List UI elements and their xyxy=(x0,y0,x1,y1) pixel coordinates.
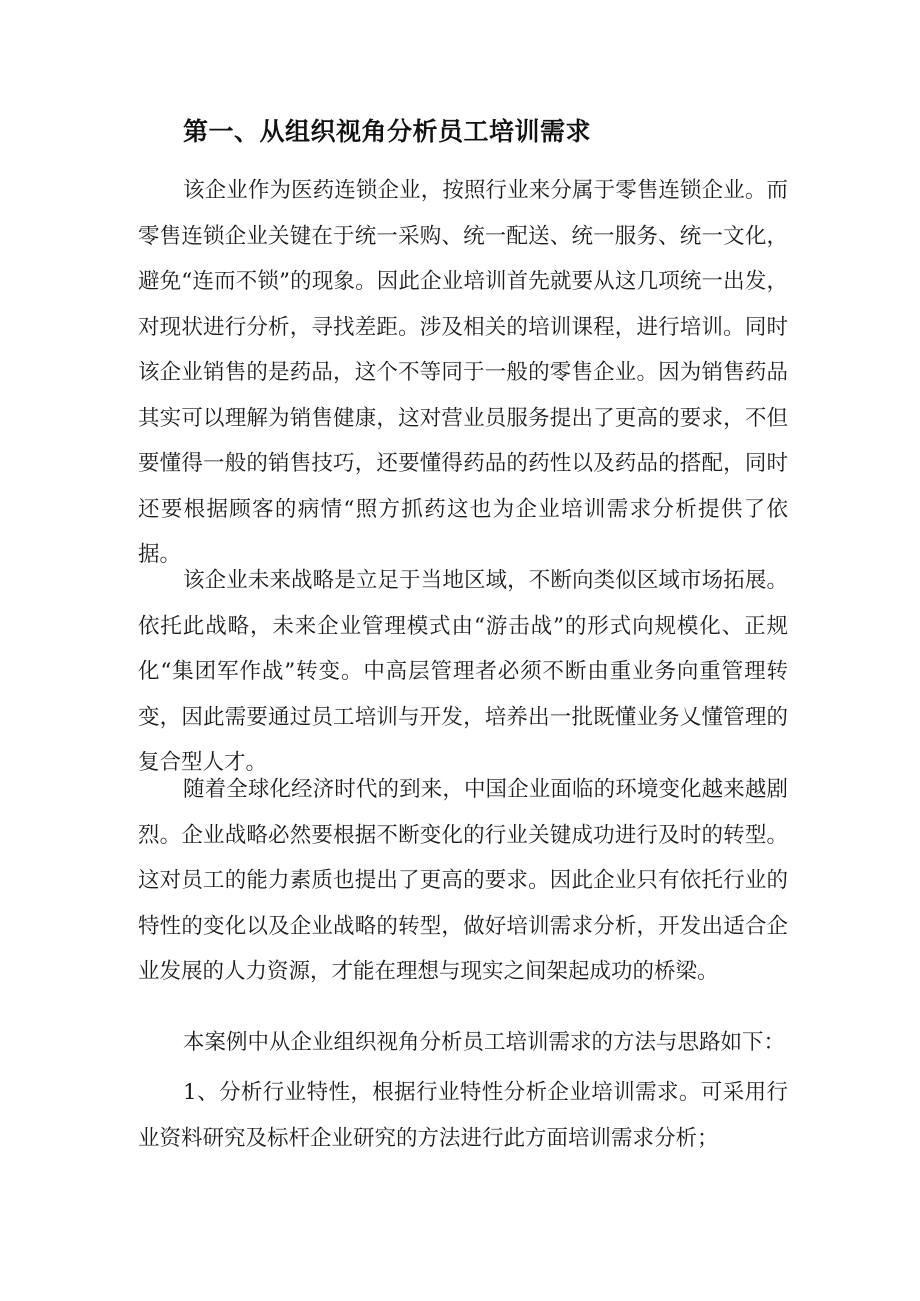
paragraph-industry-analysis: 该企业作为医药连锁企业，按照行业来分属于零售连锁企业。而零售连锁企业关键在于统一采购、统一配送、统一服务、统一文化，避免“连而不锁”的现象。因此企业培训首先就要从这几项统一出发，对现状进行分析，寻找差距。涉及相关的培训课程，进行培训。同时该企业销售的是药品，这个不等同于一般的零售企业。因为销售药品其实可以理解为销售健康，这对营业员服务提出了更高的要求，不但要懂得一般的销售技巧，还要懂得药品的药性以及药品的搭配，同时还要根据顾客的病情“照方抓药这也为企业培训需求分析提供了依据。 xyxy=(138,178,788,567)
paragraph-future-strategy: 该企业未来战略是立足于当地区域，不断向类似区域市场拓展。依托此战略，未来企业管理模式由“游击战”的形式向规模化、正规化“集团军作战”转变。中高层管理者必须不断由重业务向重管理转变，因此需要通过员工培训与开发，培养出一批既懂业务乂懂管理的复合型人才。 xyxy=(138,568,788,775)
paragraph-globalization: 随着全球化经济时代的到来，中国企业面临的环境变化越来越剧烈。企业战略必然要根据不断变化的行业关键成功进行及时的转型。这对员工的能力素质也提出了更高的要求。因此企业只有依托行业的特性的变化以及企业战略的转型，做好培训需求分析，开发出适合企业发展的人力资源，才能在理想与现实之间架起成功的桥梁。 xyxy=(138,777,788,984)
section-heading: 第一、从组织视角分析员工培训需求 xyxy=(183,117,592,146)
paragraph-method-intro: 本案例中从企业组织视角分析员工培训需求的方法与思路如下： xyxy=(183,1030,786,1055)
paragraph-method-step-1: 1、分析行业特性，根据行业特性分析企业培训需求。可采用行业资料研究及标杆企业研究的方法进行此方面培训需求分析； xyxy=(138,1080,788,1151)
